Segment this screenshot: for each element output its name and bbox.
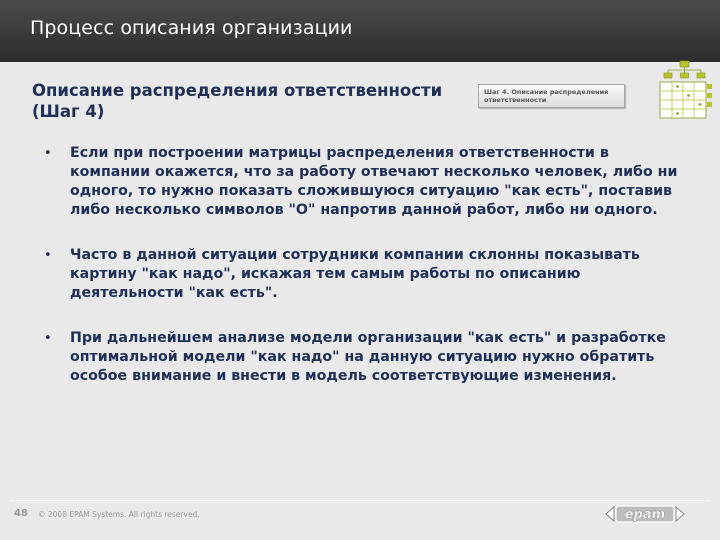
bullet-text: Если при построении матрицы распределения ответственности в компании окажется, что за работу отвечают несколько человек, либо ни одного, то нужно показать сложившуюся ситуацию "как есть", поставив либо несколько символов "О" напротив данной работ, либо ни одного. — [70, 145, 678, 218]
bullet-text: Часто в данной ситуации сотрудники компании склонны показывать картину "как надо", искажая тем самым работы по описанию деятельности "как есть". — [70, 247, 640, 301]
copyright-notice: © 2008 EPAM Systems. All rights reserved. — [38, 510, 200, 519]
bullet-item — [30, 144, 690, 220]
responsibility-matrix-icon — [656, 60, 714, 120]
bullet-marker: • — [44, 248, 52, 263]
bullet-text: При дальнейшем анализе модели организации "как есть" и разработке оптимальной модели "как надо" на данную ситуацию нужно обратить особое внимание и внести в модель соответствующие изменения. — [70, 330, 666, 384]
step-label: Шаг 4. Описание распределения ответственности — [478, 84, 625, 108]
slide-title: Процесс описания организации — [30, 17, 353, 39]
epam-logo — [604, 502, 686, 526]
bullet-list — [30, 144, 690, 412]
bullet-marker: • — [44, 331, 52, 346]
page-number: 48 — [14, 508, 28, 519]
bullet-item — [30, 246, 690, 303]
bullet-item — [30, 329, 690, 386]
footer-divider — [10, 500, 710, 501]
title-bar — [0, 0, 720, 62]
section-heading: Описание распределения ответственности (Шаг 4) — [32, 81, 443, 121]
bullet-marker: • — [44, 146, 52, 161]
svg-text:epam: epam — [624, 507, 666, 523]
